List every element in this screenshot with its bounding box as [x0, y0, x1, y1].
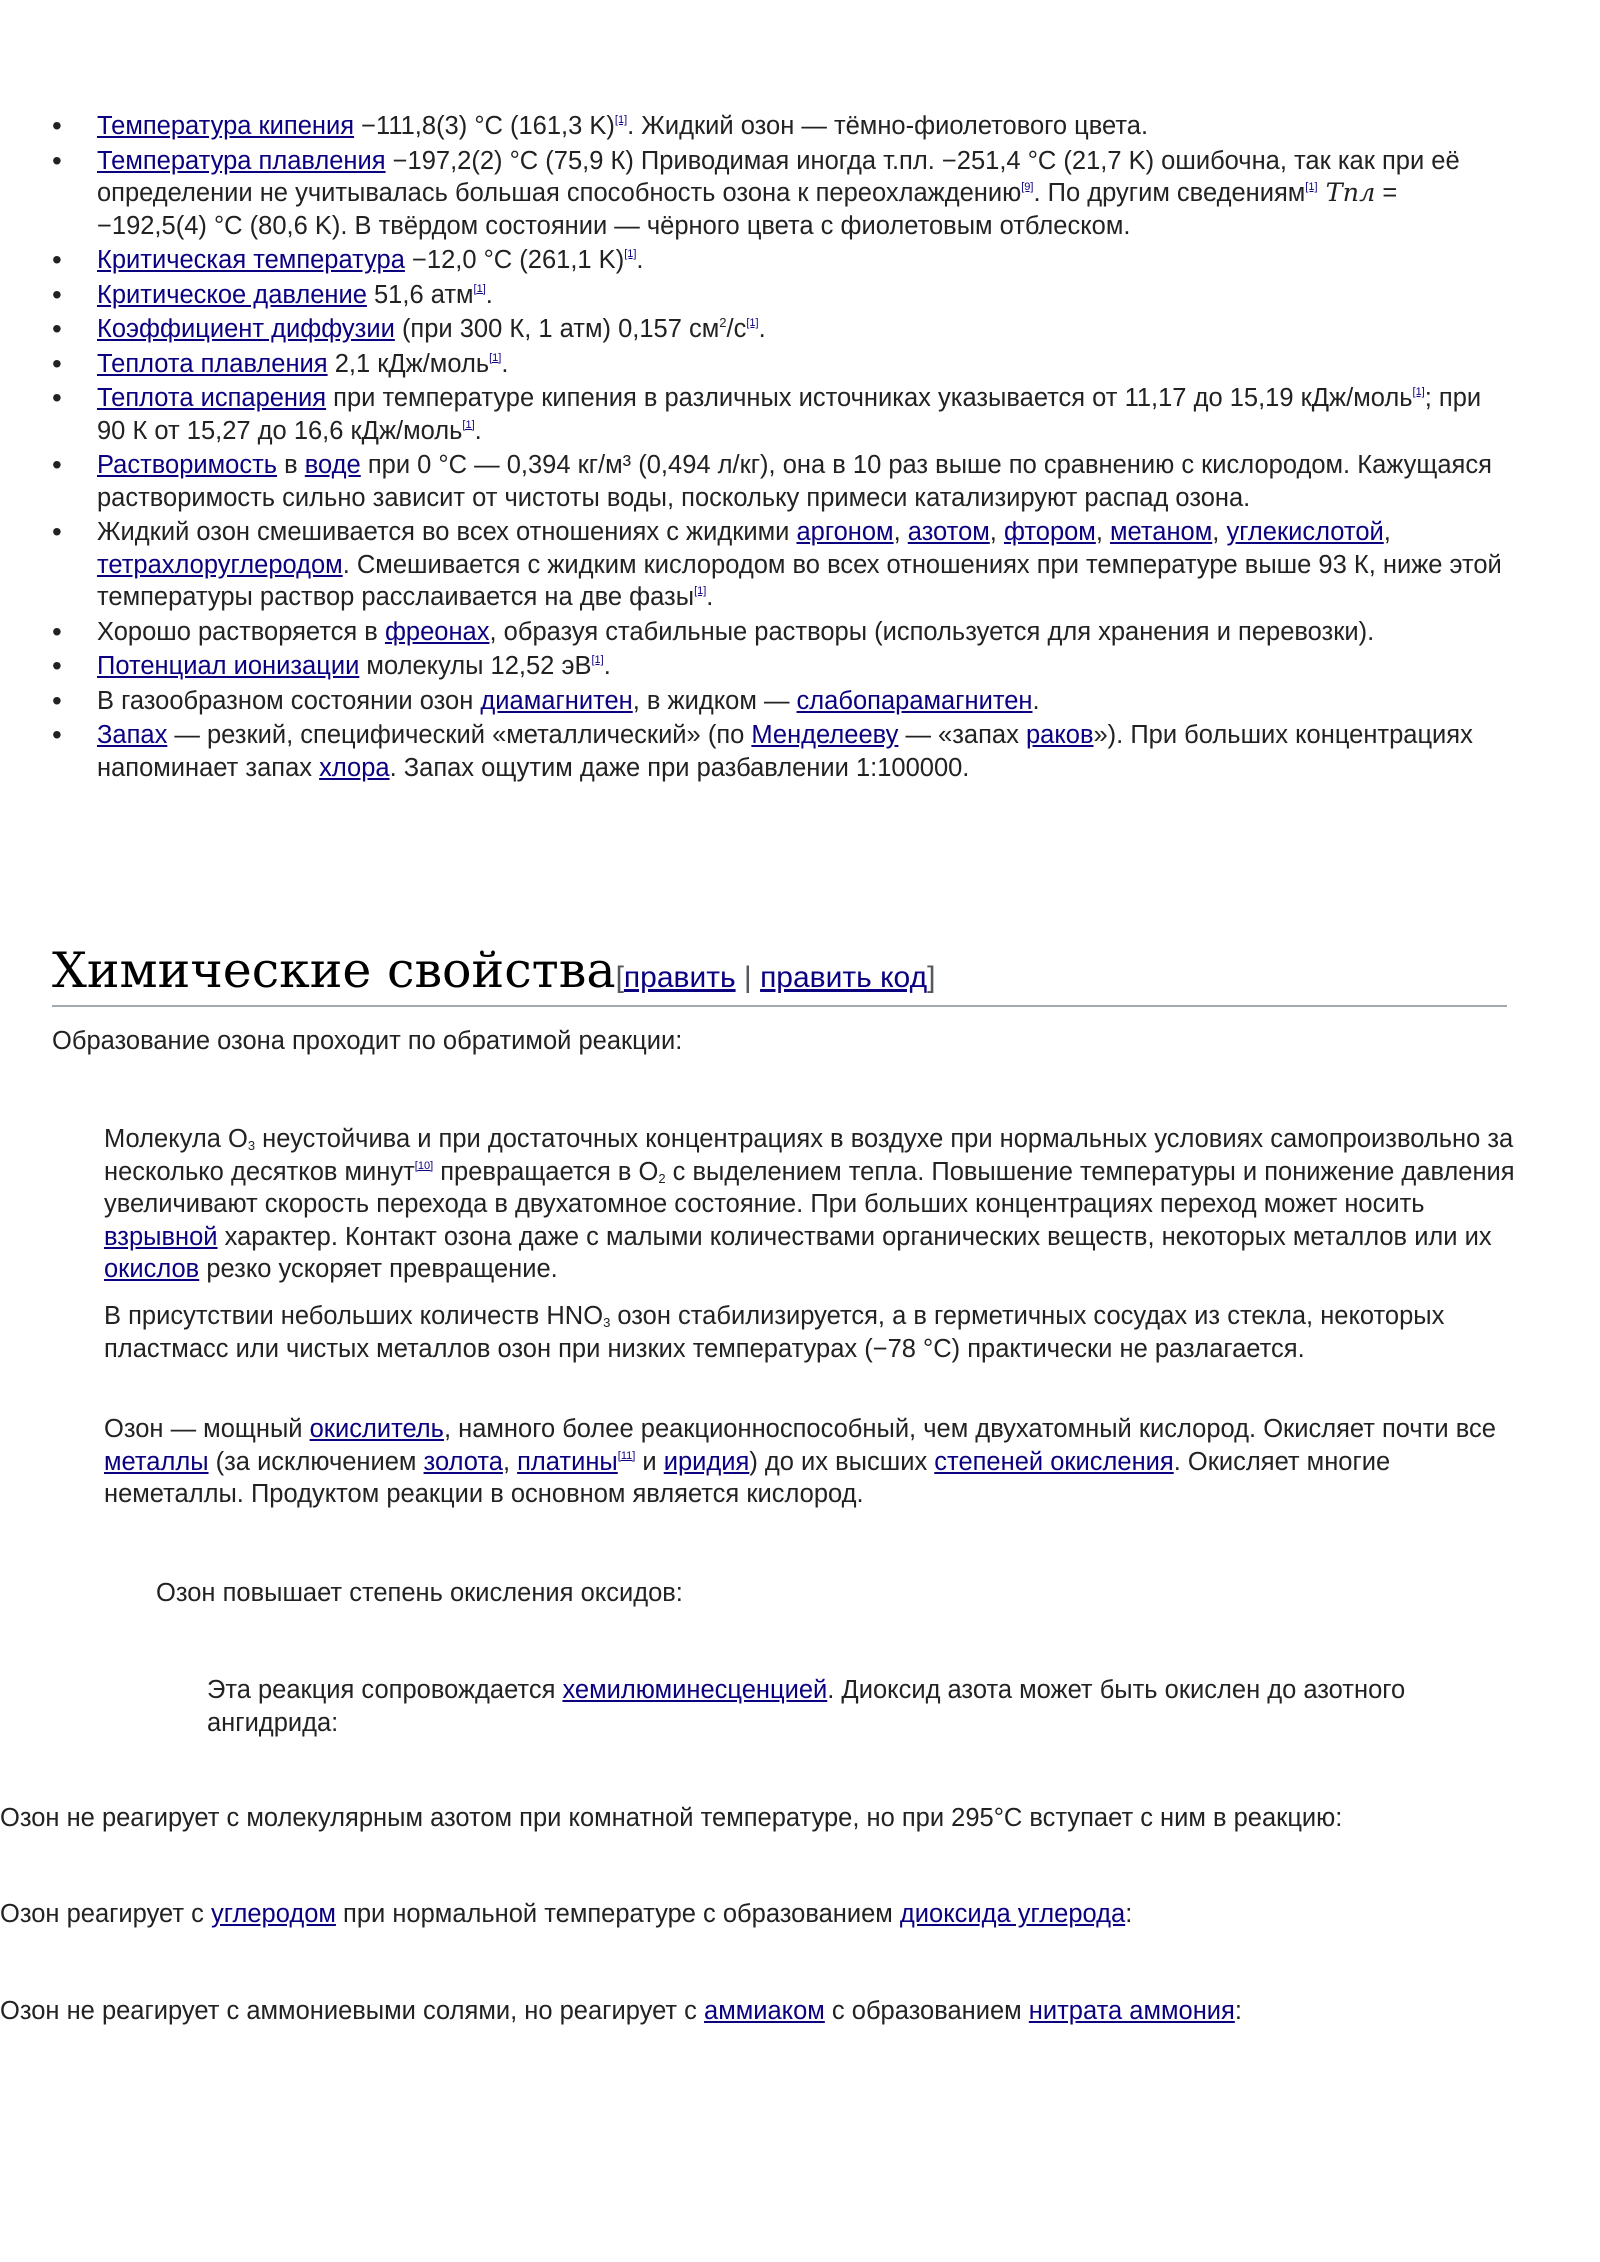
text: . [758, 315, 766, 343]
bracket: ] [927, 961, 936, 994]
text: −111,8(3) °C (161,3 K) [354, 112, 615, 140]
ref-1[interactable]: [1] [1305, 181, 1318, 193]
link-carbon-dioxide-liquid[interactable]: углекислотой [1226, 518, 1384, 546]
text: . [603, 652, 611, 680]
text: В газообразном состоянии озон [97, 686, 481, 715]
text: молекулы 12,52 эВ [359, 652, 592, 680]
text: . [474, 416, 482, 445]
ref-1[interactable]: [1] [694, 585, 707, 597]
ref-1[interactable]: [1] [746, 317, 759, 329]
text: . [501, 349, 509, 378]
text: Озон — мощный [104, 1415, 310, 1443]
text: при 0 °C — 0,394 кг/м³ (0,494 л/кг), она в 10 раз выше по сравнению с кислородом. Кажущаяся растворимость сильно зависит от чистоты воды, поскольку примеси катализируют распад озона. [97, 451, 1492, 512]
link-ammonium-nitrate[interactable]: нитрата аммония [1028, 1997, 1235, 2025]
text: озон стабилизируется, а в герметичных сосудах из стекла, некоторых пластмасс или чистых металлов озон при низких температурах (−78 °C) практически не разлагается. [104, 1302, 1445, 1363]
link-oxidizer[interactable]: окислитель [309, 1415, 444, 1443]
link-oxides[interactable]: окислов [104, 1255, 200, 1283]
link-carbon-tetrachloride[interactable]: тетрахлоруглеродом [97, 550, 343, 579]
list-item-ionization [52, 650, 1512, 683]
text: , намного более реакционноспособный, чем двухатомный кислород. Окисляет почти все [443, 1415, 1496, 1443]
text: . [485, 280, 493, 309]
text: −197,2(2) °C (75,9 К) Приводимая иногда т.пл. −251,4 °C (21,7 K) ошибочна, так как при её определении не учитывалась большая способность озона к переохлаждению [97, 146, 1460, 207]
link-heat-of-vaporization[interactable]: Теплота испарения [97, 384, 327, 412]
text: . Запах ощутим даже при разбавлении 1:100000. [389, 753, 970, 782]
text: : [1234, 1997, 1242, 2025]
separator: , [989, 518, 1004, 546]
divider: | [735, 961, 761, 994]
list-item-diffusion [52, 313, 1512, 346]
text: ) до их высших [749, 1447, 935, 1476]
section-heading-chemical-properties [52, 943, 1507, 1007]
text: Жидкий озон смешивается во всех отношениях с жидкими [97, 518, 797, 546]
text: ; при 90 К от 15,27 до 16,6 кДж/моль [97, 384, 1482, 445]
link-diamagnetic[interactable]: диамагнитен [480, 686, 633, 715]
list-item-critical-temp [52, 244, 1512, 277]
text: характер. Контакт озона даже с малыми количествами органических веществ, некоторых металлов или их [217, 1222, 1492, 1251]
link-iridium[interactable]: иридия [663, 1447, 750, 1476]
subscript: 2 [658, 1170, 666, 1186]
link-critical-pressure[interactable]: Критическое давление [97, 280, 367, 309]
paragraph-ammonia [0, 1995, 1580, 2028]
separator: , [1095, 518, 1111, 546]
heading-title: Химические свойства [52, 942, 616, 999]
link-platinum[interactable]: платины [517, 1447, 618, 1476]
link-crayfish[interactable]: раков [1025, 721, 1094, 749]
link-gold[interactable]: золота [423, 1447, 503, 1476]
list-item-miscibility [52, 516, 1512, 614]
ref-1[interactable]: [1] [614, 114, 628, 126]
list-item-fusion-heat [52, 348, 1512, 381]
link-heat-of-fusion[interactable]: Теплота плавления [97, 349, 328, 378]
text: . [636, 246, 644, 274]
text: . Диоксид азота может быть окислен до азотного ангидрида: [207, 1676, 1406, 1737]
paragraph-oxidizer [104, 1413, 1524, 1511]
subscript: 3 [603, 1315, 611, 1330]
link-mendeleev[interactable]: Менделееву [751, 721, 899, 749]
text: . Окисляет многие неметаллы. Продуктом реакции в основном является кислород. [104, 1447, 1391, 1508]
link-water[interactable]: воде [304, 451, 361, 479]
text: 51,6 атм [366, 280, 474, 309]
list-item-smell [52, 719, 1512, 784]
text: резко ускоряет превращение. [199, 1255, 558, 1283]
text: — резкий, специфический «металлический» (по [167, 721, 752, 749]
list-item-melting [52, 145, 1512, 243]
edit-link[interactable]: править [623, 961, 736, 994]
bracket: [ [615, 961, 624, 994]
subscript: 3 [247, 1138, 256, 1153]
text: с образованием [824, 1997, 1029, 2025]
link-ammonia[interactable]: аммиаком [704, 1997, 825, 2025]
ref-1[interactable]: [1] [473, 282, 486, 295]
text: »). При больших концентрациях напоминает запах [97, 721, 1473, 782]
link-methane[interactable]: метаном [1110, 518, 1213, 546]
edit-links [616, 961, 936, 994]
paragraph-intro: Образование озона проходит по обратимой реакции: [52, 1027, 683, 1055]
text: : [1125, 1900, 1133, 1928]
property-list [52, 110, 1512, 786]
text: при нормальной температуре с образованием [335, 1900, 900, 1928]
ref-1[interactable]: [1] [591, 654, 604, 666]
text: В присутствии небольших количеств HNO [104, 1302, 604, 1330]
text: = −192,5(4) °C (80,6 K). В твёрдом состоянии — чёрного цвета с фиолетовым отблеском. [97, 179, 1398, 240]
separator: , [893, 518, 908, 546]
ref-1[interactable]: [1] [624, 248, 637, 260]
link-melting-point[interactable]: Температура плавления [97, 146, 386, 175]
list-item-critical-pressure [52, 279, 1512, 312]
text: . [706, 583, 714, 611]
text: , в жидком — [632, 686, 797, 715]
list-item-solubility [52, 449, 1512, 514]
text: превращается в O [433, 1157, 659, 1186]
ref-1[interactable]: [1] [462, 418, 475, 431]
link-solubility[interactable]: Растворимость [97, 451, 278, 479]
ref-9[interactable]: [9] [1021, 181, 1034, 193]
link-nitrogen[interactable]: азотом [907, 518, 990, 546]
link-argon[interactable]: аргоном [796, 518, 894, 546]
text: . По другим сведениям [1033, 179, 1306, 207]
text: . Смешивается с жидким кислородом во всех отношениях при температуре выше 93 К, ниже этой температуры раствор расслаивается на две фазы [97, 550, 1502, 611]
edit-code-link[interactable]: править код [760, 961, 928, 994]
link-boiling-point[interactable]: Температура кипения [97, 112, 355, 140]
ref-11[interactable]: [11] [617, 1449, 636, 1462]
link-carbon[interactable]: углеродом [210, 1900, 336, 1928]
text: . Жидкий озон — тёмно-фиолетового цвета. [627, 112, 1149, 140]
text: . [1032, 686, 1040, 715]
paragraph-hno3 [104, 1300, 1524, 1365]
link-metals[interactable]: металлы [104, 1447, 209, 1476]
link-oxidation-states[interactable]: степеней окисления [934, 1447, 1174, 1476]
text: Эта реакция сопровождается [207, 1676, 563, 1704]
text: неустойчива и при достаточных концентрациях в воздухе при нормальных условиях самопроизвольно за несколько десятков минут [104, 1125, 1514, 1186]
ref-1[interactable]: [1] [489, 351, 502, 364]
paragraph-oxides: Озон повышает степень окисления оксидов: [156, 1579, 683, 1607]
text: в [277, 451, 305, 479]
list-item-boiling [52, 110, 1512, 143]
link-explosive[interactable]: взрывной [104, 1222, 218, 1251]
text: при температуре кипения в различных источниках указывается от 11,17 до 15,19 кДж/моль [326, 384, 1413, 412]
ref-10[interactable]: [10] [414, 1159, 434, 1172]
paragraph-carbon [0, 1898, 1580, 1931]
text: с выделением тепла. Повышение температуры и понижение давления увеличивают скорость перехода в двухатомное состояние. При больших концентрациях переход может носить [104, 1157, 1515, 1218]
paragraph-molecule [104, 1123, 1524, 1286]
text: (за исключением [208, 1447, 424, 1476]
text: (при 300 К, 1 атм) 0,157 см [394, 315, 720, 343]
list-item-freons [52, 616, 1512, 649]
link-carbon-dioxide[interactable]: диоксида углерода [899, 1900, 1126, 1928]
paragraph-chemiluminescence [207, 1674, 1527, 1739]
separator: , [1383, 518, 1391, 546]
superscript: 2 [719, 315, 727, 330]
link-freons[interactable]: фреонах [384, 617, 490, 646]
link-chlorine[interactable]: хлора [319, 753, 390, 782]
text: −12,0 °C (261,1 K) [404, 246, 625, 274]
text: Озон реагирует с [0, 1900, 211, 1928]
ref-1[interactable]: [1] [1412, 386, 1425, 398]
text: /с [726, 315, 747, 343]
text: и [635, 1447, 664, 1476]
list-item-vaporization-heat [52, 382, 1512, 447]
separator: , [1212, 518, 1227, 546]
link-chemiluminescence[interactable]: хемилюминесценцией [562, 1676, 828, 1704]
link-paramagnetic[interactable]: слабопарамагнитен [796, 686, 1033, 715]
text: Озон не реагирует с аммониевыми солями, но реагирует с [0, 1997, 705, 2025]
text: — «запах [898, 721, 1026, 749]
text: Хорошо растворяется в [97, 617, 385, 646]
text: Молекула O [104, 1125, 248, 1153]
list-item-magnetism [52, 685, 1512, 718]
link-critical-temperature[interactable]: Критическая температура [97, 246, 405, 274]
text: , [502, 1447, 518, 1476]
math-t-melting: Tпл [1317, 178, 1376, 208]
text: , образуя стабильные растворы (используется для хранения и перевозки). [489, 617, 1375, 646]
link-smell[interactable]: Запах [97, 721, 168, 749]
link-fluorine[interactable]: фтором [1003, 518, 1096, 546]
link-ionization-potential[interactable]: Потенциал ионизации [97, 652, 360, 680]
link-diffusion-coefficient[interactable]: Коэффициент диффузии [97, 315, 395, 343]
text: 2,1 кДж/моль [327, 349, 490, 378]
paragraph-nitrogen: Озон не реагирует с молекулярным азотом при комнатной температуре, но при 295°C вступает с ним в реакцию: [0, 1804, 1343, 1832]
